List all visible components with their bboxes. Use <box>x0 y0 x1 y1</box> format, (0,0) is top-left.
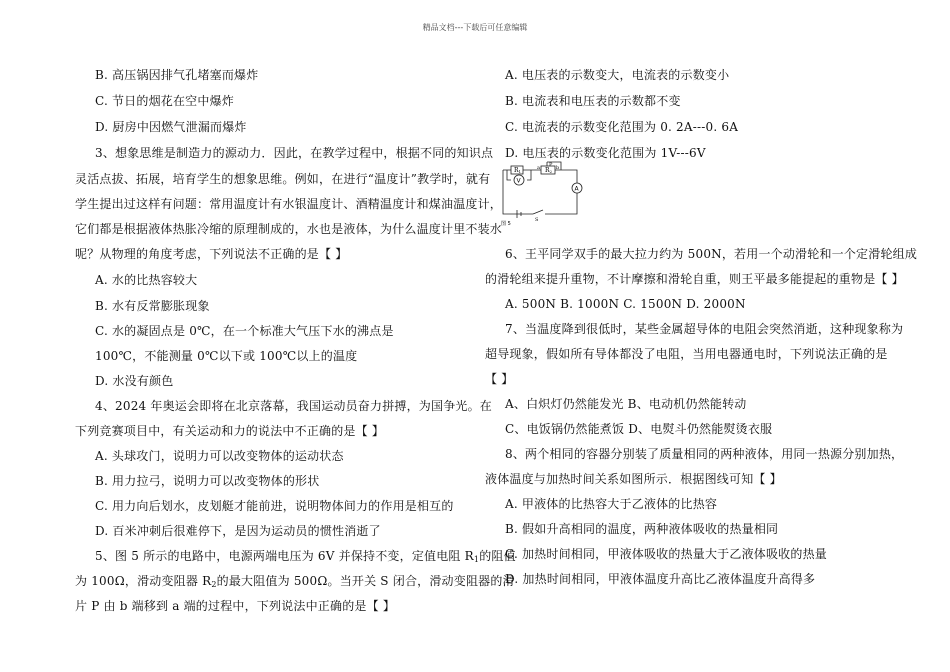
switch-label: S <box>535 217 539 223</box>
left-text-line: 它们都是根据液体热胀冷缩的原理制成的，水也是液体，为什么温度计里不装水 <box>75 222 503 236</box>
right-text-line: D. 电压表的示数变化范围为 1V---6V <box>505 146 706 160</box>
left-text-line: 片 P 由 b 端移到 a 端的过程中，下列说法中正确的是【 】 <box>75 599 396 613</box>
left-text-line: 灵活点拔、拓展，培育学生的想象思维。例如，在进行“温度计”教学时，就有 <box>75 172 491 186</box>
left-text-line: B. 高压锅因排气孔堵塞而爆炸 <box>95 68 259 82</box>
terminal-b-label: b <box>556 165 560 171</box>
left-text-line: 5、图 5 所示的电路中，电源两端电压为 6V 并保持不变，定值电阻 $R_1$的阻值 <box>95 549 516 564</box>
left-text-line: C. 水的凝固点是 0℃，在一个标准大气压下水的沸点是 <box>95 324 394 338</box>
right-text-line: 6、王平同学双手的最大拉力约为 500N，若用一个动滑轮和一个定滑轮组成 <box>505 247 918 261</box>
right-text-line: 超导现象，假如所有导体都没了电阻，当用电器通电时，下列说法正确的是 <box>485 347 888 361</box>
left-text-line: 100℃，不能测量 0℃以下或 100℃以上的温度 <box>95 349 358 363</box>
right-text-line: A、白炽灯仍然能发光 B、电动机仍然能转动 <box>505 397 747 411</box>
circuit-diagram <box>497 160 583 226</box>
right-text-line: B. 电流表和电压表的示数都不变 <box>505 94 681 108</box>
left-text-line: B. 水有反常膨胀现象 <box>95 299 210 313</box>
left-text-line: C. 节日的烟花在空中爆炸 <box>95 94 234 108</box>
left-text-line: B. 用力拉弓，说明力可以改变物体的形状 <box>95 474 320 488</box>
right-text-line: C、电饭锅仍然能煮饭 D、电熨斗仍然能熨烫衣服 <box>505 422 773 436</box>
left-text-line: A. 水的比热容较大 <box>95 273 198 287</box>
right-text-line: D. 加热时间相同，甲液体温度升高比乙液体温度升高得多 <box>505 572 816 586</box>
left-text-line: 3、想象思维是制造力的源动力．因此，在教学过程中，根据不同的知识点 <box>95 146 494 160</box>
slider-p-label: P <box>549 162 553 168</box>
right-text-line: A. 500N B. 1000N C. 1500N D. 2000N <box>505 297 746 311</box>
left-text-line: D. 百米冲刺后很难停下，是因为运动员的惯性消逝了 <box>95 524 381 538</box>
left-text-line: D. 厨房中因燃气泄漏而爆炸 <box>95 120 247 134</box>
left-text-line: C. 用力向后划水，皮划艇才能前进，说明物体间力的作用是相互的 <box>95 499 454 513</box>
r1-label: R1 <box>514 167 522 174</box>
right-text-line: A. 甲液体的比热容大于乙液体的比热容 <box>505 497 718 511</box>
ammeter-symbol: A <box>574 185 579 193</box>
right-text-line: 7、当温度降到很低时，某些金属超导体的电阻会突然消逝，这种现象称为 <box>505 322 904 336</box>
right-text-line: A. 电压表的示数变大，电流表的示数变小 <box>505 68 730 82</box>
figure-caption: 图 5 <box>501 221 511 226</box>
left-text-line: 4、2024 年奥运会即将在北京落幕，我国运动员奋力拼搏，为国争光。在 <box>95 399 492 413</box>
left-text-line: A. 头球攻门，说明力可以改变物体的运动状态 <box>95 449 344 463</box>
left-text-line: 为 100Ω，滑动变阻器 $R_2$的最大阻值为 500Ω。当开关 S 闭合，滑动变阻器的滑 <box>75 574 515 589</box>
page-header: 精品文档---下载后可任意编辑 <box>422 23 528 32</box>
voltmeter-symbol: V <box>516 177 521 185</box>
left-text-line: 下列竞赛项目中，有关运动和力的说法中不正确的是【 】 <box>75 424 385 438</box>
right-text-line: 8、两个相同的容器分别装了质量相同的两种液体，用同一热源分别加热， <box>505 447 904 461</box>
right-text-line: 【 】 <box>485 372 514 386</box>
left-text-line: 呢？从物理的角度考虑，下列说法不正确的是【 】 <box>75 247 348 261</box>
left-text-line: D. 水没有颜色 <box>95 374 174 388</box>
right-text-line: C. 加热时间相同，甲液体吸收的热量大于乙液体吸收的热量 <box>505 547 827 561</box>
left-text-line: 学生提出过这样有问题：常用温度计有水银温度计、酒精温度计和煤油温度计， <box>75 197 503 211</box>
right-text-line: B. 假如升高相同的温度，两种液体吸收的热量相同 <box>505 522 779 536</box>
terminal-a-label: a <box>537 165 540 171</box>
right-text-line: 液体温度与加热时间关系如图所示．根据图线可知【 】 <box>485 472 782 486</box>
right-text-line: C. 电流表的示数变化范围为 0. 2A---0. 6A <box>505 120 739 134</box>
circuit-figure <box>497 160 583 226</box>
right-text-line: 的滑轮组来提升重物，不计摩擦和滑轮自重，则王平最多能提起的重物是【 】 <box>485 272 904 286</box>
r2-label: R2 <box>545 167 553 174</box>
